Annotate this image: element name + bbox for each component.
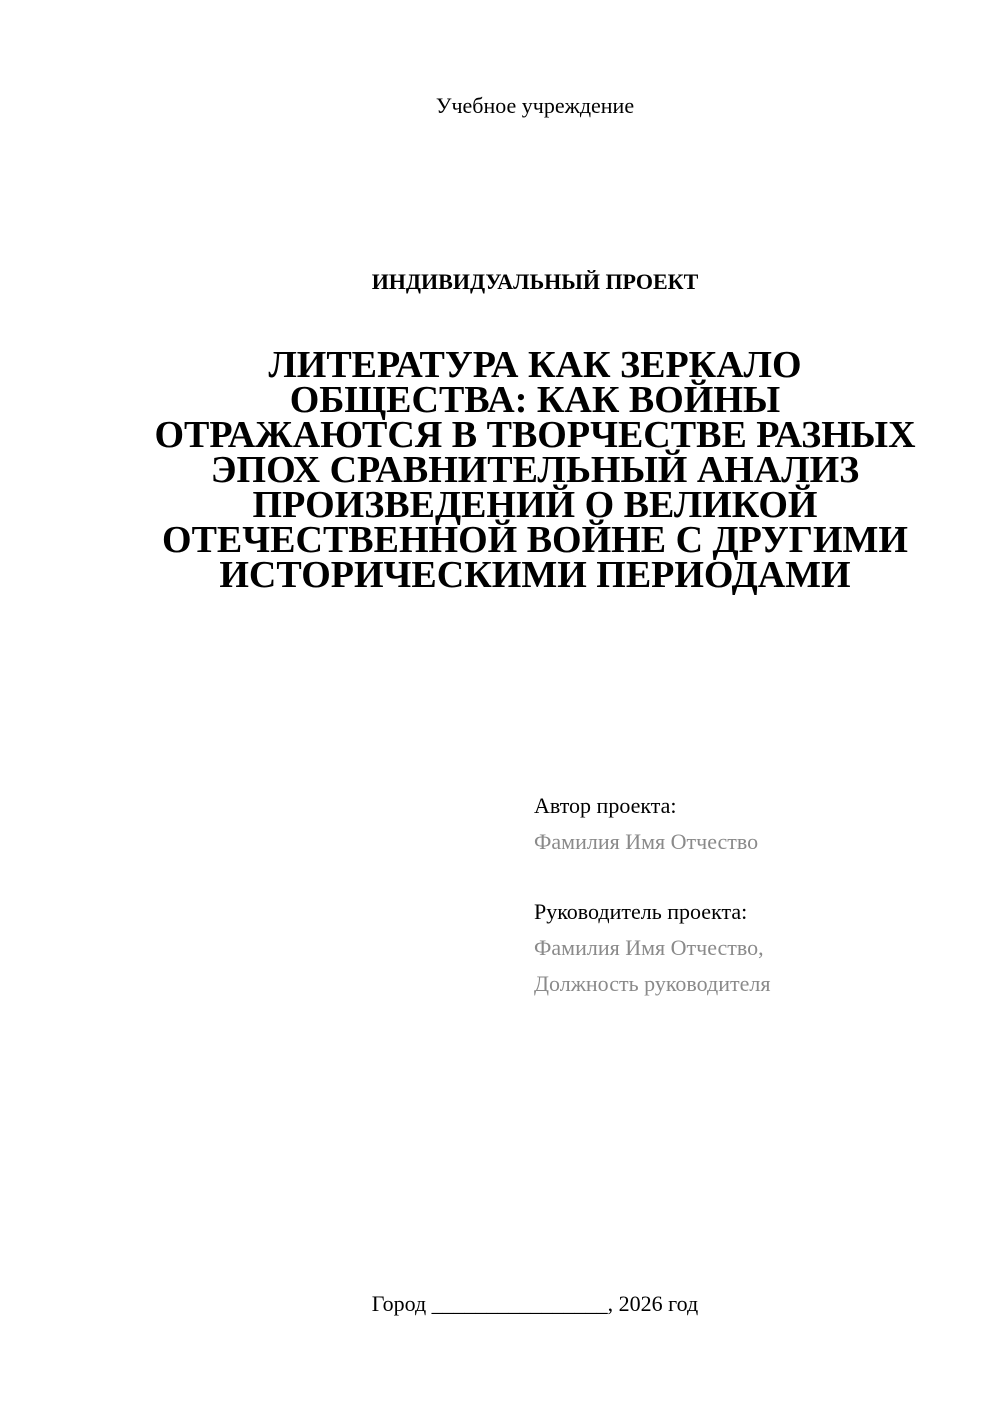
author-name: Фамилия Имя Отчество — [534, 829, 759, 854]
supervisor-label: Руководитель проекта: — [534, 899, 748, 924]
title-line: ИСТОРИЧЕСКИМИ ПЕРИОДАМИ — [219, 554, 851, 596]
supervisor-position: Должность руководителя — [534, 971, 771, 996]
title-line: ОТРАЖАЮТСЯ В ТВОРЧЕСТВЕ РАЗНЫХ — [154, 414, 916, 456]
document-type: ИНДИВИДУАЛЬНЫЙ ПРОЕКТ — [371, 269, 699, 294]
title-line: ЭПОХ СРАВНИТЕЛЬНЫЙ АНАЛИЗ — [210, 449, 860, 491]
institution-name: Учебное учреждение — [435, 93, 635, 118]
title-line: ОБЩЕСТВА: КАК ВОЙНЫ — [289, 379, 781, 421]
title-line: ПРОИЗВЕДЕНИЙ О ВЕЛИКОЙ — [252, 484, 818, 526]
title-line: ЛИТЕРАТУРА КАК ЗЕРКАЛО — [268, 344, 802, 386]
credits-block — [534, 788, 964, 1002]
supervisor-name: Фамилия Имя Отчество, — [534, 935, 764, 960]
spacer — [534, 860, 964, 894]
city-year-line: Город ________________, 2026 год — [371, 1291, 699, 1316]
project-title — [120, 344, 950, 596]
title-line: ОТЕЧЕСТВЕННОЙ ВОЙНЕ С ДРУГИМИ — [162, 519, 908, 561]
author-label: Автор проекта: — [534, 793, 677, 818]
